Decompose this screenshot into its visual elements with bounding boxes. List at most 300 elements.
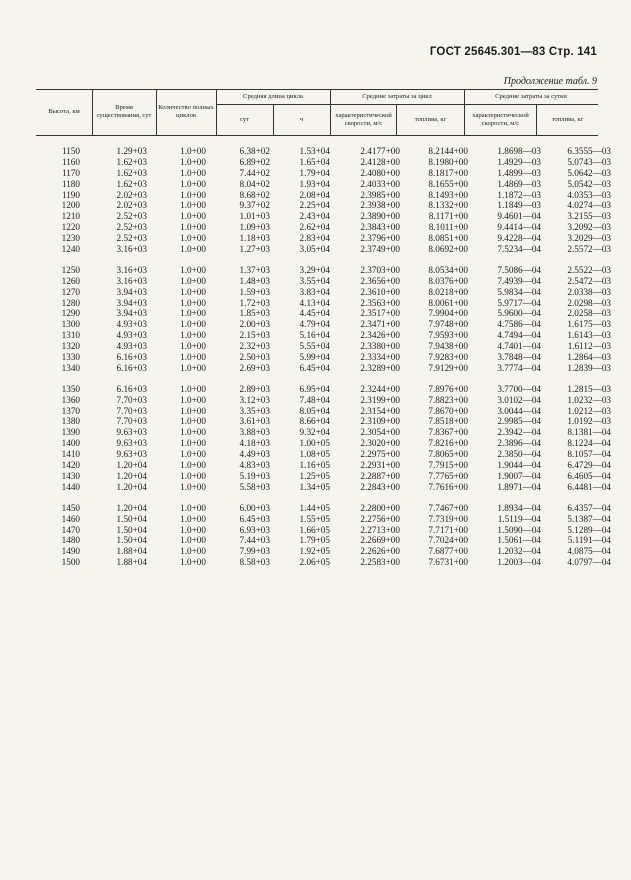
cell-fuel-day: 2.5472—03 [567, 275, 611, 286]
cell-full-cycles: 1.0+00 [180, 524, 206, 535]
cell-fuel-cycle: 8.1655+00 [428, 178, 468, 189]
table-row [36, 383, 611, 395]
cell-lifetime: 9.63+03 [116, 427, 147, 438]
cell-fuel-day: 6.3555—03 [567, 146, 611, 156]
cell-cycle-hours: 7.48+04 [299, 394, 330, 405]
cell-fuel-cycle: 8.0534+00 [428, 264, 468, 275]
cell-char-velocity-day: 5.9834—04 [497, 286, 541, 297]
cell-cycle-days: 2.89+03 [239, 383, 270, 394]
cell-cycle-days: 1.37+03 [239, 264, 270, 275]
cell-altitude: 1360 [61, 394, 80, 405]
table-row [36, 211, 611, 222]
cell-char-velocity-day: 4.7494—04 [497, 330, 541, 341]
cell-fuel-cycle: 8.1817+00 [428, 167, 468, 178]
cell-lifetime: 7.70+03 [116, 394, 147, 405]
cell-fuel-day: 6.4481—04 [567, 481, 611, 492]
cell-full-cycles: 1.0+00 [180, 330, 206, 341]
cell-fuel-cycle: 7.6877+00 [428, 546, 468, 557]
cell-full-cycles: 1.0+00 [180, 352, 206, 363]
cell-char-velocity-cycle: 2.3610+00 [360, 286, 400, 297]
cell-fuel-day: 5.0642—03 [567, 167, 611, 178]
cell-lifetime: 1.29+03 [116, 146, 147, 156]
cell-char-velocity-day: 1.5090—04 [497, 524, 541, 535]
cell-altitude: 1210 [61, 211, 80, 222]
cell-fuel-day: 4.0274—03 [567, 200, 611, 211]
cell-lifetime: 1.62+03 [116, 156, 147, 167]
cell-fuel-day: 1.2839—03 [567, 362, 611, 373]
cell-fuel-day: 3.2155—03 [567, 211, 611, 222]
cell-lifetime: 4.93+03 [116, 319, 147, 330]
cell-fuel-cycle: 8.0692+00 [428, 244, 468, 255]
cell-cycle-hours: 2.25+04 [299, 200, 330, 211]
cell-full-cycles: 1.0+00 [180, 394, 206, 405]
cell-char-velocity-day: 7.5234—04 [497, 244, 541, 255]
cell-cycle-hours: 1.53+04 [299, 146, 330, 156]
cell-cycle-days: 4.49+03 [239, 449, 270, 460]
cell-cycle-hours: 1.55+05 [299, 513, 330, 524]
table-body [36, 146, 611, 578]
cell-lifetime: 4.93+03 [116, 330, 147, 341]
cell-altitude: 1440 [61, 481, 80, 492]
cell-char-velocity-day: 2.3850—04 [497, 449, 541, 460]
cell-fuel-day: 8.1381—04 [567, 427, 611, 438]
cell-altitude: 1370 [61, 405, 80, 416]
column-divider [92, 89, 93, 135]
cell-fuel-day: 4.0353—03 [567, 189, 611, 200]
cell-lifetime: 3.16+03 [116, 244, 147, 255]
cell-altitude: 1150 [61, 146, 80, 156]
cell-fuel-day: 1.0192—03 [567, 416, 611, 427]
cell-fuel-day: 8.1224—04 [567, 438, 611, 449]
cell-cycle-days: 6.93+03 [239, 524, 270, 535]
cell-altitude: 1480 [61, 535, 80, 546]
cell-cycle-hours: 1.44+05 [299, 502, 330, 513]
cell-char-velocity-day: 1.8934—04 [497, 502, 541, 513]
cell-full-cycles: 1.0+00 [180, 264, 206, 275]
cell-char-velocity-day: 2.3896—04 [497, 438, 541, 449]
cell-cycle-hours: 1.16+05 [299, 460, 330, 471]
cell-cycle-days: 1.85+03 [239, 308, 270, 319]
cell-full-cycles: 1.0+00 [180, 502, 206, 513]
cell-fuel-day: 2.5522—03 [567, 264, 611, 275]
table-row [36, 146, 611, 157]
cell-char-velocity-cycle: 2.3154+00 [360, 405, 400, 416]
row-group [36, 146, 611, 255]
cell-char-velocity-cycle: 2.3703+00 [360, 264, 400, 275]
cell-altitude: 1160 [61, 156, 80, 167]
cell-altitude: 1400 [61, 438, 80, 449]
cell-cycle-hours: 4.79+04 [299, 319, 330, 330]
cell-altitude: 1490 [61, 546, 80, 557]
cell-char-velocity-day: 1.2003—04 [497, 557, 541, 568]
cell-cycle-days: 1.01+03 [239, 211, 270, 222]
cell-char-velocity-day: 1.8698—03 [497, 146, 541, 156]
cell-cycle-days: 5.19+03 [239, 470, 270, 481]
header-bottom-rule [36, 135, 598, 136]
cell-cycle-days: 2.69+03 [239, 362, 270, 373]
cell-cycle-hours: 4.13+04 [299, 297, 330, 308]
cell-cycle-days: 9.37+02 [239, 200, 270, 211]
cell-cycle-days: 1.09+03 [239, 222, 270, 233]
cell-cycle-hours: 1.25+05 [299, 470, 330, 481]
table-row [36, 297, 611, 309]
cell-fuel-day: 4.0875—04 [567, 546, 611, 557]
cell-full-cycles: 1.0+00 [180, 189, 206, 200]
cell-fuel-cycle: 7.8216+00 [428, 438, 468, 449]
cell-cycle-hours: 3.05+04 [299, 244, 330, 255]
cell-altitude: 1260 [61, 275, 80, 286]
page-header: ГОСТ 25645.301—83 Стр. 141 [429, 46, 597, 58]
cell-lifetime: 2.52+03 [116, 211, 147, 222]
cell-altitude: 1310 [61, 330, 80, 341]
cell-full-cycles: 1.0+00 [180, 222, 206, 233]
cell-full-cycles: 1.0+00 [180, 308, 206, 319]
cell-lifetime: 1.50+04 [116, 535, 147, 546]
header-altitude: Высота, км [48, 108, 80, 115]
header-lifetime: Время существования, сут [96, 104, 152, 119]
cell-cycle-days: 1.18+03 [239, 233, 270, 244]
cell-cycle-hours: 1.79+05 [299, 535, 330, 546]
cell-fuel-cycle: 7.8823+00 [428, 394, 468, 405]
cell-fuel-day: 6.4605—04 [567, 470, 611, 481]
cell-char-velocity-day: 3.7700—04 [497, 383, 541, 394]
cell-cycle-days: 3.61+03 [239, 416, 270, 427]
table-row [36, 427, 611, 438]
cell-altitude: 1280 [61, 297, 80, 308]
header-char-velocity-day: характеристической скорости, м/с [472, 111, 529, 127]
cell-full-cycles: 1.0+00 [180, 481, 206, 492]
cell-fuel-cycle: 7.9283+00 [428, 352, 468, 363]
cell-full-cycles: 1.0+00 [180, 449, 206, 460]
cell-cycle-days: 5.58+03 [239, 481, 270, 492]
cell-fuel-cycle: 7.8670+00 [428, 405, 468, 416]
row-group [36, 502, 611, 568]
cell-char-velocity-cycle: 2.4080+00 [360, 167, 400, 178]
cell-altitude: 1430 [61, 470, 80, 481]
header-cycle-days: сут [239, 115, 250, 123]
cell-char-velocity-cycle: 2.2800+00 [360, 502, 400, 513]
table-row [36, 222, 611, 233]
cell-full-cycles: 1.0+00 [180, 416, 206, 427]
header-full-cycles: Количество полных циклов [158, 104, 214, 119]
cell-cycle-hours: 3.83+04 [299, 286, 330, 297]
cell-fuel-cycle: 8.0218+00 [428, 286, 468, 297]
cell-char-velocity-day: 5.9600—04 [497, 308, 541, 319]
cell-cycle-days: 1.59+03 [239, 286, 270, 297]
cell-fuel-cycle: 7.8976+00 [428, 383, 468, 394]
cell-char-velocity-cycle: 2.3843+00 [360, 222, 400, 233]
cell-cycle-days: 2.15+03 [239, 330, 270, 341]
cell-altitude: 1460 [61, 513, 80, 524]
cell-altitude: 1380 [61, 416, 80, 427]
cell-fuel-day: 2.0338—03 [567, 286, 611, 297]
table-row [36, 200, 611, 211]
cell-cycle-hours: 9.32+04 [299, 427, 330, 438]
cell-lifetime: 2.02+03 [116, 189, 147, 200]
cell-lifetime: 3.94+03 [116, 297, 147, 308]
cell-lifetime: 1.20+04 [116, 460, 147, 471]
table-row [36, 189, 611, 201]
table-row [36, 470, 611, 482]
cell-char-velocity-day: 1.5061—04 [497, 535, 541, 546]
cell-char-velocity-cycle: 2.2713+00 [360, 524, 400, 535]
table-row [36, 319, 611, 330]
cell-altitude: 1330 [61, 352, 80, 363]
cell-cycle-hours: 2.62+04 [299, 222, 330, 233]
cell-lifetime: 1.50+04 [116, 524, 147, 535]
cell-cycle-days: 6.89+02 [239, 156, 270, 167]
cell-altitude: 1250 [61, 264, 80, 275]
table-row [36, 524, 611, 536]
cell-altitude: 1220 [61, 222, 80, 233]
cell-fuel-day: 5.1387—04 [567, 513, 611, 524]
cell-char-velocity-cycle: 2.3563+00 [360, 297, 400, 308]
cell-cycle-hours: 1.08+05 [299, 449, 330, 460]
cell-char-velocity-day: 9.4228—04 [497, 233, 541, 244]
cell-cycle-hours: 1.79+04 [299, 167, 330, 178]
cell-fuel-cycle: 8.1171+00 [428, 211, 468, 222]
cell-full-cycles: 1.0+00 [180, 211, 206, 222]
cell-cycle-hours: 1.93+04 [299, 178, 330, 189]
cell-fuel-day: 6.4357—04 [567, 502, 611, 513]
cell-char-velocity-day: 1.5119—04 [497, 513, 541, 524]
table-row [36, 286, 611, 298]
cell-full-cycles: 1.0+00 [180, 156, 206, 167]
cell-char-velocity-day: 7.5086—04 [497, 264, 541, 275]
cell-fuel-day: 2.5572—03 [567, 244, 611, 255]
cell-lifetime: 3.16+03 [116, 275, 147, 286]
cell-fuel-day: 5.0542—03 [567, 178, 611, 189]
cell-char-velocity-cycle: 2.2975+00 [360, 449, 400, 460]
column-divider [156, 89, 157, 135]
cell-fuel-cycle: 7.9129+00 [428, 362, 468, 373]
cell-fuel-cycle: 7.8518+00 [428, 416, 468, 427]
cell-char-velocity-day: 9.4414—04 [497, 222, 541, 233]
cell-cycle-days: 1.27+03 [239, 244, 270, 255]
header-avg-cost-cycle: Средние затраты за цикл [362, 92, 432, 100]
cell-char-velocity-cycle: 2.2626+00 [360, 546, 400, 557]
table-row [36, 502, 611, 514]
cell-char-velocity-cycle: 2.3656+00 [360, 275, 400, 286]
cell-char-velocity-cycle: 2.3020+00 [360, 438, 400, 449]
table-row [36, 308, 611, 319]
cell-cycle-hours: 6.45+04 [299, 362, 330, 373]
cell-char-velocity-cycle: 2.2887+00 [360, 470, 400, 481]
cell-char-velocity-day: 3.7848—04 [497, 352, 541, 363]
cell-char-velocity-cycle: 2.3471+00 [360, 319, 400, 330]
cell-cycle-hours: 5.55+04 [299, 341, 330, 352]
cell-cycle-hours: 8.66+04 [299, 416, 330, 427]
cell-cycle-days: 2.00+03 [239, 319, 270, 330]
table-row [36, 557, 611, 568]
cell-cycle-days: 8.68+02 [239, 189, 270, 200]
cell-fuel-cycle: 8.1493+00 [428, 189, 468, 200]
cell-altitude: 1390 [61, 427, 80, 438]
cell-full-cycles: 1.0+00 [180, 297, 206, 308]
cell-char-velocity-cycle: 2.4033+00 [360, 178, 400, 189]
table-row [36, 275, 611, 287]
cell-altitude: 1170 [61, 167, 80, 178]
cell-lifetime: 1.20+04 [116, 502, 147, 513]
cell-cycle-days: 2.50+03 [239, 352, 270, 363]
table-row [36, 330, 611, 341]
cell-cycle-hours: 2.43+04 [299, 211, 330, 222]
cell-fuel-day: 4.0797—04 [567, 557, 611, 568]
cell-lifetime: 1.88+04 [116, 557, 147, 568]
cell-cycle-hours: 2.08+04 [299, 189, 330, 200]
cell-full-cycles: 1.0+00 [180, 341, 206, 352]
cell-cycle-hours: 2.06+05 [299, 557, 330, 568]
cell-cycle-hours: 4.45+04 [299, 308, 330, 319]
cell-char-velocity-day: 1.9044—04 [497, 460, 541, 471]
cell-full-cycles: 1.0+00 [180, 362, 206, 373]
cell-fuel-cycle: 7.9748+00 [428, 319, 468, 330]
cell-char-velocity-day: 1.4869—03 [497, 178, 541, 189]
cell-char-velocity-day: 3.7774—04 [497, 362, 541, 373]
cell-char-velocity-day: 1.2032—04 [497, 546, 541, 557]
cell-cycle-days: 3.88+03 [239, 427, 270, 438]
cell-char-velocity-day: 1.1849—03 [497, 200, 541, 211]
cell-altitude: 1350 [61, 383, 80, 394]
table-row [36, 362, 611, 374]
cell-altitude: 1500 [61, 557, 80, 568]
cell-cycle-hours: 1.92+05 [299, 546, 330, 557]
cell-full-cycles: 1.0+00 [180, 535, 206, 546]
cell-lifetime: 3.16+03 [116, 264, 147, 275]
table-row [36, 341, 611, 352]
cell-lifetime: 6.16+03 [116, 383, 147, 394]
cell-fuel-day: 1.0212—03 [567, 405, 611, 416]
cell-fuel-cycle: 7.7171+00 [428, 524, 468, 535]
cell-char-velocity-cycle: 2.3796+00 [360, 233, 400, 244]
cell-fuel-day: 5.0743—03 [567, 156, 611, 167]
cell-fuel-cycle: 8.0376+00 [428, 275, 468, 286]
cell-fuel-cycle: 8.2144+00 [428, 146, 468, 156]
cell-altitude: 1320 [61, 341, 80, 352]
cell-lifetime: 1.88+04 [116, 546, 147, 557]
cell-cycle-hours: 3.55+04 [299, 275, 330, 286]
cell-cycle-days: 2.32+03 [239, 341, 270, 352]
table-row [36, 244, 611, 255]
cell-full-cycles: 1.0+00 [180, 178, 206, 189]
cell-char-velocity-day: 1.8971—04 [497, 481, 541, 492]
cell-fuel-cycle: 7.9593+00 [428, 330, 468, 341]
cell-char-velocity-day: 1.1872—03 [497, 189, 541, 200]
cell-cycle-days: 8.58+03 [239, 557, 270, 568]
cell-full-cycles: 1.0+00 [180, 383, 206, 394]
cell-fuel-day: 2.0258—03 [567, 308, 611, 319]
header-char-velocity-cycle: характеристической скорости, м/с [335, 111, 392, 127]
header-avg-cost-day: Средние затраты за сутки [495, 92, 567, 100]
cell-altitude: 1290 [61, 308, 80, 319]
cell-lifetime: 9.63+03 [116, 438, 147, 449]
header-fuel-cycle: топлива, кг [414, 115, 447, 123]
cell-cycle-hours: 6.95+04 [299, 383, 330, 394]
cell-char-velocity-cycle: 2.3380+00 [360, 341, 400, 352]
cell-fuel-day: 1.2815—03 [567, 383, 611, 394]
cell-altitude: 1190 [61, 189, 80, 200]
cell-char-velocity-cycle: 2.2756+00 [360, 513, 400, 524]
cell-cycle-days: 8.04+02 [239, 178, 270, 189]
cell-lifetime: 1.20+04 [116, 481, 147, 492]
cell-char-velocity-cycle: 2.3985+00 [360, 189, 400, 200]
cell-lifetime: 1.50+04 [116, 513, 147, 524]
cell-lifetime: 6.16+03 [116, 362, 147, 373]
cell-full-cycles: 1.0+00 [180, 275, 206, 286]
cell-fuel-cycle: 7.7765+00 [428, 470, 468, 481]
cell-fuel-cycle: 7.9438+00 [428, 341, 468, 352]
cell-cycle-days: 3.35+03 [239, 405, 270, 416]
cell-full-cycles: 1.0+00 [180, 438, 206, 449]
cell-char-velocity-day: 4.7401—04 [497, 341, 541, 352]
table-row [36, 178, 611, 190]
table-row [36, 438, 611, 449]
table-row [36, 546, 611, 557]
cell-altitude: 1450 [61, 502, 80, 513]
cell-cycle-days: 1.72+03 [239, 297, 270, 308]
cell-char-velocity-day: 2.3942—04 [497, 427, 541, 438]
cell-cycle-hours: 5.16+04 [299, 330, 330, 341]
table-row [36, 167, 611, 179]
cell-fuel-cycle: 8.1980+00 [428, 156, 468, 167]
cell-char-velocity-day: 1.9007—04 [497, 470, 541, 481]
cell-char-velocity-cycle: 2.3938+00 [360, 200, 400, 211]
cell-fuel-cycle: 7.9904+00 [428, 308, 468, 319]
cell-fuel-day: 1.6175—03 [567, 319, 611, 330]
cell-full-cycles: 1.0+00 [180, 167, 206, 178]
cell-fuel-cycle: 8.1332+00 [428, 200, 468, 211]
cell-lifetime: 7.70+03 [116, 405, 147, 416]
table-row [36, 460, 611, 471]
cell-char-velocity-cycle: 2.2583+00 [360, 557, 400, 568]
cell-altitude: 1470 [61, 524, 80, 535]
cell-full-cycles: 1.0+00 [180, 244, 206, 255]
cell-altitude: 1200 [61, 200, 80, 211]
cell-fuel-day: 8.1057—04 [567, 449, 611, 460]
cell-cycle-days: 1.48+03 [239, 275, 270, 286]
cell-fuel-day: 1.6112—03 [567, 341, 611, 352]
cell-fuel-day: 1.6143—03 [567, 330, 611, 341]
cell-cycle-days: 6.45+03 [239, 513, 270, 524]
table-row [36, 449, 611, 460]
table-row [36, 394, 611, 406]
cell-full-cycles: 1.0+00 [180, 513, 206, 524]
table-row [36, 481, 611, 493]
cell-altitude: 1240 [61, 244, 80, 255]
cell-cycle-hours: 1.66+05 [299, 524, 330, 535]
cell-lifetime: 1.20+04 [116, 470, 147, 481]
cell-fuel-cycle: 7.7915+00 [428, 460, 468, 471]
cell-altitude: 1180 [61, 178, 80, 189]
cell-lifetime: 6.16+03 [116, 352, 147, 363]
cell-lifetime: 7.70+03 [116, 416, 147, 427]
cell-cycle-days: 7.44+03 [239, 535, 270, 546]
cell-fuel-cycle: 7.7616+00 [428, 481, 468, 492]
table-continuation-label: Продолжение табл. 9 [503, 76, 597, 87]
cell-fuel-day: 3.2029—03 [567, 233, 611, 244]
cell-fuel-cycle: 8.0851+00 [428, 233, 468, 244]
cell-char-velocity-cycle: 2.4128+00 [360, 156, 400, 167]
cell-cycle-days: 6.00+03 [239, 502, 270, 513]
cell-altitude: 1300 [61, 319, 80, 330]
cell-char-velocity-day: 3.0102—04 [497, 394, 541, 405]
cell-fuel-cycle: 7.6731+00 [428, 557, 468, 568]
cell-char-velocity-cycle: 2.3054+00 [360, 427, 400, 438]
cell-cycle-hours: 5.99+04 [299, 352, 330, 363]
cell-char-velocity-cycle: 2.3517+00 [360, 308, 400, 319]
cell-full-cycles: 1.0+00 [180, 233, 206, 244]
cell-char-velocity-cycle: 2.2669+00 [360, 535, 400, 546]
